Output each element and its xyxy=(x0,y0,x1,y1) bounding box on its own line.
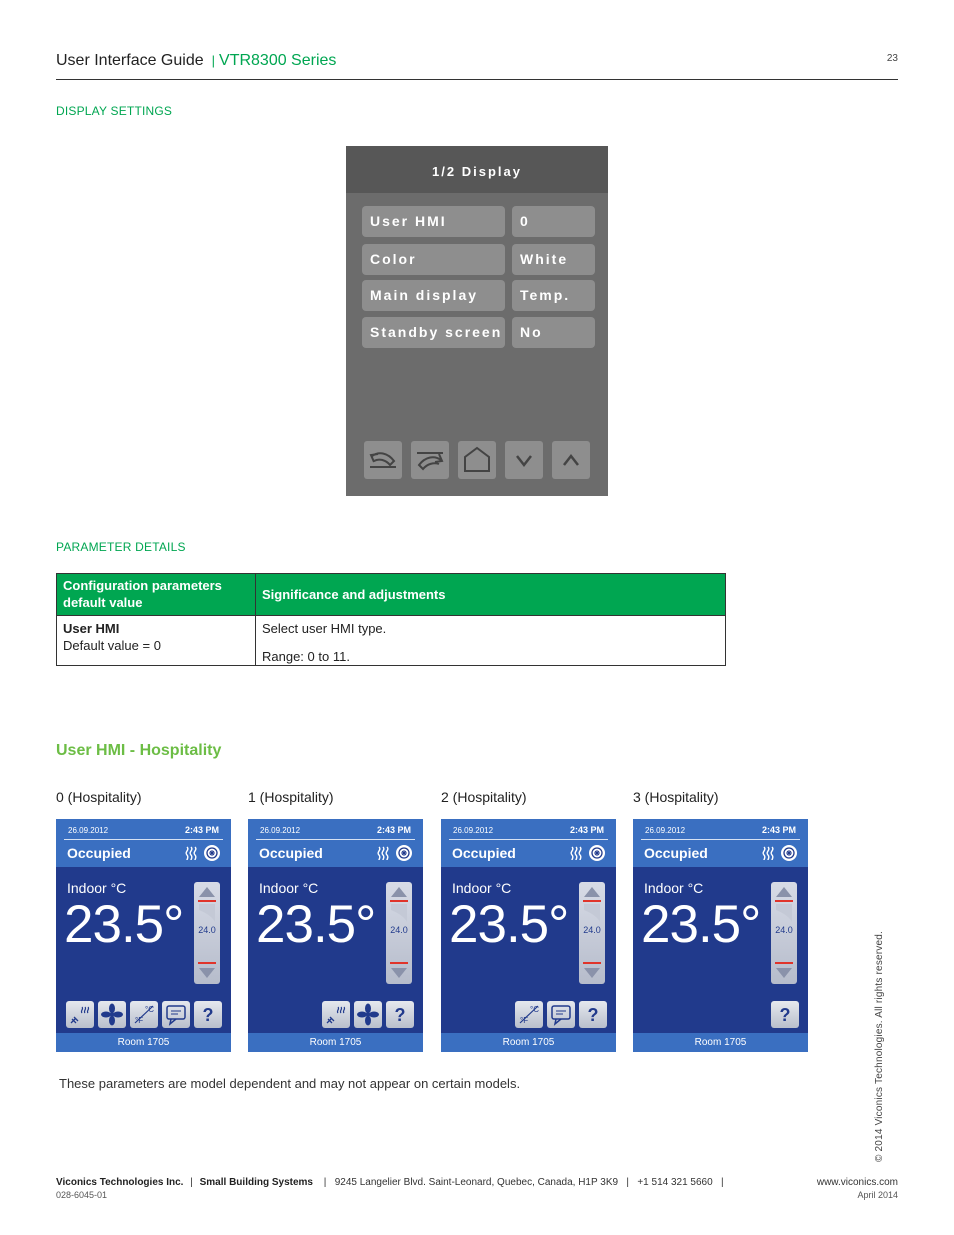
hmi-date: 26.09.2012 xyxy=(453,826,494,835)
help-button[interactable] xyxy=(194,1001,222,1028)
hmi-date: 26.09.2012 xyxy=(645,826,686,835)
message-icon xyxy=(547,1001,575,1028)
variant-label-2: 2 (Hospitality) xyxy=(441,789,527,805)
guide-title: User Interface Guide xyxy=(56,52,204,69)
copyright-notice: © 2014 Viconics Technologies. All rights reserved. xyxy=(874,930,885,1162)
forward-icon xyxy=(411,441,449,479)
auto-mode-icon[interactable] xyxy=(203,844,221,862)
fan-coil-icon xyxy=(66,1001,94,1028)
indoor-label: Indoor °C xyxy=(259,880,319,896)
hmi-date: 26.09.2012 xyxy=(68,826,109,835)
hmi-room-label: Room 1705 xyxy=(441,1033,616,1052)
svg-text:?: ? xyxy=(394,1005,406,1025)
setting-label-color[interactable]: Color xyxy=(362,244,505,275)
setting-value-user-hmi[interactable]: 0 xyxy=(512,206,595,237)
heating-icon xyxy=(761,846,775,861)
svg-text:?: ? xyxy=(202,1005,214,1025)
setpoint-value: 24.0 xyxy=(198,925,216,935)
hmi-room-label: Room 1705 xyxy=(56,1033,231,1052)
screen-title: 1/2 Display xyxy=(346,146,608,193)
table-cell-significance xyxy=(255,615,725,665)
chevron-up-icon xyxy=(552,441,590,479)
hmi-time: 2:43 PM xyxy=(761,825,796,835)
help-button[interactable] xyxy=(771,1001,799,1028)
display-settings-label: DISPLAY SETTINGS xyxy=(56,104,173,118)
fan-icon xyxy=(98,1001,126,1028)
setpoint-up-icon xyxy=(776,887,792,897)
display-settings-screen xyxy=(346,146,608,496)
setpoint-down-icon xyxy=(584,968,600,978)
hmi-divider xyxy=(256,839,415,840)
series-name: VTR8300 Series xyxy=(219,52,337,69)
company-address: | 9245 Langelier Blvd. Saint-Leonard, Quebec, Canada, H1P 3K9 | +1 514 321 5660 | xyxy=(323,1177,724,1188)
hmi-divider xyxy=(449,839,608,840)
website-link[interactable]: www.viconics.com xyxy=(816,1177,898,1188)
hmi-screen-1 xyxy=(248,819,423,1052)
hmi-screen-2 xyxy=(441,819,616,1052)
hmi-time: 2:43 PM xyxy=(569,825,604,835)
setting-label-main-display[interactable]: Main display xyxy=(362,280,505,311)
hmi-time: 2:43 PM xyxy=(376,825,411,835)
indoor-temperature: 23.5° xyxy=(64,895,184,954)
svg-text:?: ? xyxy=(779,1005,791,1025)
setpoint-down-icon xyxy=(391,968,407,978)
indoor-label: Indoor °C xyxy=(644,880,704,896)
table-header-significance: Significance and adjustments xyxy=(255,574,725,615)
parameter-description: Select user HMI type. xyxy=(262,621,387,636)
hmi-occupancy-status[interactable]: Occupied xyxy=(452,845,516,861)
setting-value-color[interactable]: White xyxy=(512,244,595,275)
variant-label-0: 0 (Hospitality) xyxy=(56,789,142,805)
setting-label-standby-screen[interactable]: Standby screen xyxy=(362,317,505,348)
unit-toggle-button[interactable] xyxy=(130,1001,158,1028)
auto-mode-icon[interactable] xyxy=(395,844,413,862)
footer-separator: | xyxy=(190,1177,193,1188)
title-separator: | xyxy=(211,53,216,68)
hmi-room-label: Room 1705 xyxy=(633,1033,808,1052)
message-button[interactable] xyxy=(162,1001,190,1028)
page-number: 23 xyxy=(886,53,898,64)
heating-icon xyxy=(569,846,583,861)
hmi-screen-0 xyxy=(56,819,231,1052)
scroll-up-button[interactable] xyxy=(552,441,590,479)
setpoint-up-icon xyxy=(199,887,215,897)
forward-button[interactable] xyxy=(411,441,449,479)
indoor-label: Indoor °C xyxy=(67,880,127,896)
svg-text:°C: °C xyxy=(530,1005,539,1014)
company-name: Viconics Technologies Inc. xyxy=(56,1177,184,1188)
heating-icon xyxy=(376,846,390,861)
auto-mode-icon[interactable] xyxy=(780,844,798,862)
svg-text:°F: °F xyxy=(135,1016,144,1025)
svg-text:°C: °C xyxy=(145,1005,154,1014)
hmi-time: 2:43 PM xyxy=(184,825,219,835)
indoor-temperature: 23.5° xyxy=(449,895,569,954)
hmi-section-heading: User HMI - Hospitality xyxy=(56,742,222,759)
header-divider xyxy=(56,79,898,80)
document-date: April 2014 xyxy=(857,1190,898,1200)
unit-toggle-icon xyxy=(515,1001,543,1028)
hmi-occupancy-status[interactable]: Occupied xyxy=(67,845,131,861)
setpoint-value: 24.0 xyxy=(775,925,793,935)
fan-button[interactable] xyxy=(98,1001,126,1028)
hmi-room-label: Room 1705 xyxy=(248,1033,423,1052)
indoor-label: Indoor °C xyxy=(452,880,512,896)
setpoint-value: 24.0 xyxy=(390,925,408,935)
auto-mode-icon[interactable] xyxy=(588,844,606,862)
model-note: These parameters are model dependent and may not appear on certain models. xyxy=(59,1076,521,1091)
back-icon xyxy=(364,441,402,479)
home-icon xyxy=(458,441,496,479)
message-button[interactable] xyxy=(547,1001,575,1028)
hmi-divider xyxy=(641,839,800,840)
indoor-temperature: 23.5° xyxy=(641,895,761,954)
svg-text:°F: °F xyxy=(520,1016,529,1025)
parameter-range: Range: 0 to 11. xyxy=(262,649,350,664)
hmi-occupancy-status[interactable]: Occupied xyxy=(644,845,708,861)
setpoint-value: 24.0 xyxy=(583,925,601,935)
fan-icon xyxy=(354,1001,382,1028)
home-button[interactable] xyxy=(458,441,496,479)
fan-button[interactable] xyxy=(354,1001,382,1028)
fan-coil-button[interactable] xyxy=(322,1001,350,1028)
scroll-down-button[interactable] xyxy=(505,441,543,479)
chevron-down-icon xyxy=(505,441,543,479)
svg-text:?: ? xyxy=(587,1005,599,1025)
parameter-default: Default value = 0 xyxy=(63,638,161,653)
fan-coil-button[interactable] xyxy=(66,1001,94,1028)
setpoint-up-icon xyxy=(584,887,600,897)
table-header-parameter: Configuration parameters default value xyxy=(57,574,255,615)
help-button[interactable] xyxy=(386,1001,414,1028)
variant-label-1: 1 (Hospitality) xyxy=(248,789,334,805)
help-icon xyxy=(579,1001,607,1028)
setting-value-main-display[interactable]: Temp. xyxy=(512,280,595,311)
setting-value-standby-screen[interactable]: No xyxy=(512,317,595,348)
footer-info xyxy=(56,1177,724,1188)
help-icon xyxy=(771,1001,799,1028)
indoor-temperature: 23.5° xyxy=(256,895,376,954)
parameter-details-label: PARAMETER DETAILS xyxy=(56,540,186,554)
fan-coil-icon xyxy=(322,1001,350,1028)
setpoint-up-icon xyxy=(391,887,407,897)
parameter-name: User HMI xyxy=(63,621,120,636)
hmi-occupancy-status[interactable]: Occupied xyxy=(259,845,323,861)
hmi-divider xyxy=(64,839,223,840)
help-icon xyxy=(386,1001,414,1028)
help-button[interactable] xyxy=(579,1001,607,1028)
setpoint-down-icon xyxy=(776,968,792,978)
variant-label-3: 3 (Hospitality) xyxy=(633,789,719,805)
division-name: Small Building Systems xyxy=(199,1177,313,1188)
help-icon xyxy=(194,1001,222,1028)
back-button[interactable] xyxy=(364,441,402,479)
hmi-screen-3 xyxy=(633,819,808,1052)
setting-label-user-hmi[interactable]: User HMI xyxy=(362,206,505,237)
heating-icon xyxy=(184,846,198,861)
hmi-date: 26.09.2012 xyxy=(260,826,301,835)
document-number: 028-6045-01 xyxy=(56,1190,108,1200)
message-icon xyxy=(162,1001,190,1028)
unit-toggle-button[interactable] xyxy=(515,1001,543,1028)
document-title xyxy=(56,52,336,70)
table-cell-parameter xyxy=(57,615,255,665)
unit-toggle-icon xyxy=(130,1001,158,1028)
parameter-table xyxy=(56,573,726,666)
setpoint-down-icon xyxy=(199,968,215,978)
